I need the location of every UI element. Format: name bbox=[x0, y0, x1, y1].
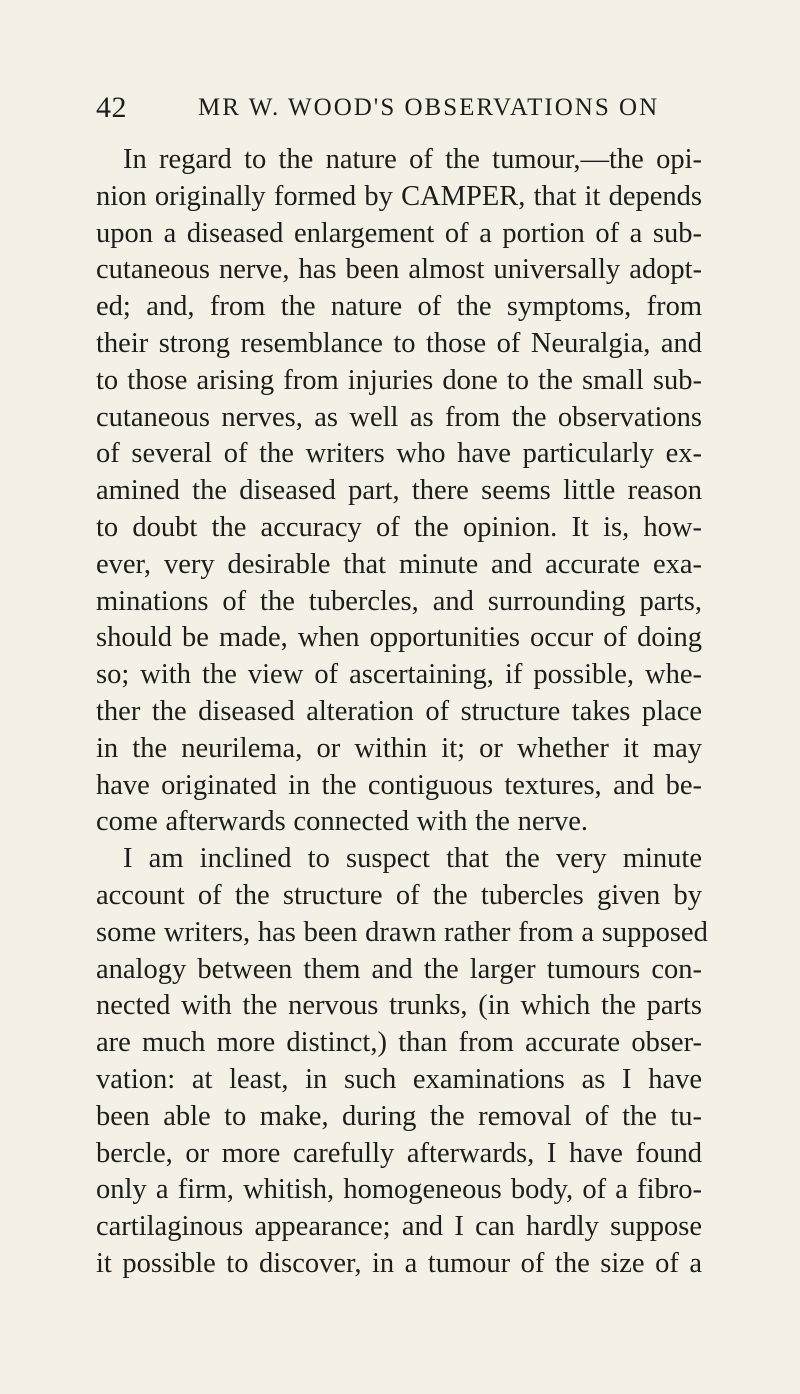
text-line: nected with the nervous trunks, (in which the parts bbox=[96, 990, 702, 1022]
text-line: it possible to discover, in a tumour of the size of a bbox=[96, 1247, 702, 1279]
text-line: nion originally formed by CAMPER, that it depends bbox=[96, 180, 702, 212]
text-line: come afterwards connected with the nerve. bbox=[96, 806, 589, 838]
running-title: MR W. WOOD'S OBSERVATIONS ON bbox=[198, 94, 660, 121]
text-line: in the neurilema, or within it; or whether it may bbox=[96, 732, 702, 764]
text-line: ther the diseased alteration of structure takes place bbox=[96, 695, 702, 727]
text-line: cutaneous nerve, has been almost universally adopt- bbox=[96, 254, 702, 286]
page-header bbox=[96, 88, 716, 128]
text-line: analogy between them and the larger tumours con- bbox=[96, 953, 702, 985]
text-line: to those arising from injuries done to the small sub- bbox=[96, 364, 702, 396]
text-line: amined the diseased part, there seems little reason bbox=[96, 475, 702, 507]
text-line: upon a diseased enlargement of a portion of a sub- bbox=[96, 217, 702, 249]
body-text bbox=[96, 142, 708, 1283]
text-line: only a firm, whitish, homogeneous body, of a fibro- bbox=[96, 1174, 702, 1206]
text-line: should be made, when opportunities occur of doing bbox=[96, 622, 702, 654]
text-line: ed; and, from the nature of the symptoms, from bbox=[96, 291, 702, 323]
text-line: In regard to the nature of the tumour,—the opi- bbox=[123, 144, 702, 175]
text-line: minations of the tubercles, and surrounding parts, bbox=[96, 585, 702, 617]
text-line: account of the structure of the tubercles given by bbox=[96, 879, 702, 911]
text-line: some writers, has been drawn rather from a supposed bbox=[96, 916, 708, 948]
text-line: so; with the view of ascertaining, if possible, whe- bbox=[96, 659, 702, 691]
page-number: 42 bbox=[96, 91, 127, 124]
text-line: their strong resemblance to those of Neuralgia, and bbox=[96, 327, 702, 359]
text-line: to doubt the accuracy of the opinion. It is, how- bbox=[96, 511, 702, 543]
text-line: I am inclined to suspect that the very minute bbox=[123, 843, 702, 875]
text-line: been able to make, during the removal of the tu- bbox=[96, 1100, 702, 1132]
text-line: bercle, or more carefully afterwards, I have found bbox=[96, 1137, 702, 1169]
text-line: vation: at least, in such examinations as I have bbox=[96, 1063, 702, 1095]
text-line: have originated in the contiguous textures, and be- bbox=[96, 769, 702, 801]
text-line: are much more distinct,) than from accurate obser- bbox=[96, 1027, 702, 1059]
text-line: of several of the writers who have particularly ex- bbox=[96, 438, 702, 470]
text-line: cutaneous nerves, as well as from the observations bbox=[96, 401, 702, 433]
text-line: cartilaginous appearance; and I can hardly suppose bbox=[96, 1211, 702, 1243]
text-line: ever, very desirable that minute and accurate exa- bbox=[96, 548, 702, 580]
